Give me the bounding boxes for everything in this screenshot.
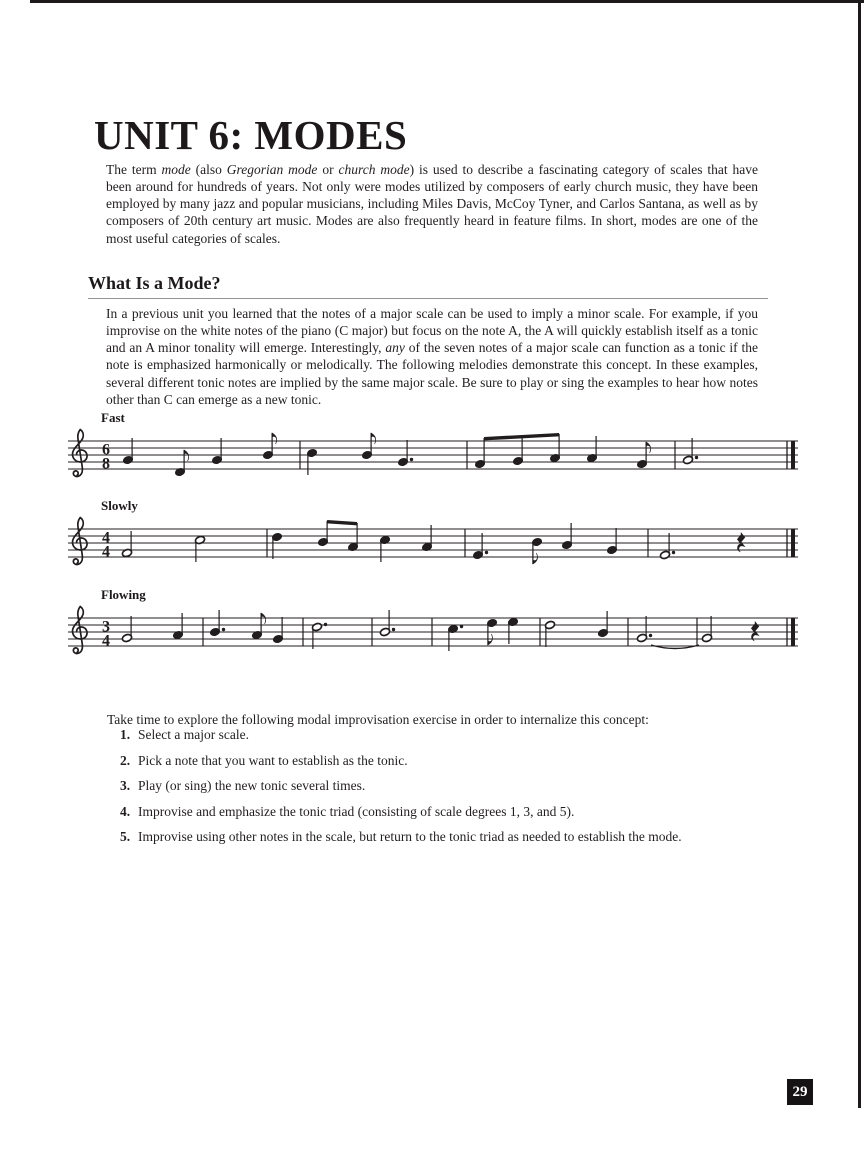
- step-text: Select a major scale.: [138, 727, 249, 742]
- svg-text:4: 4: [102, 543, 110, 561]
- list-item: [120, 727, 780, 743]
- staff-flowing: [68, 600, 798, 670]
- music-example-fast: [68, 410, 798, 493]
- exercise-intro: Take time to explore the following modal improvisation exercise in order to internalize this concept:: [107, 711, 649, 727]
- step-number: 4.: [120, 803, 131, 819]
- step-number: 1.: [120, 727, 131, 742]
- section-body-paragraph: In a previous unit you learned that the notes of a major scale can be used to imply a minor scale. For example, if you improvise on the white notes of the piano (C major) but focus on the note A, the A will quickly establish itself as a tonic and an A minor tonality will emerge. Interestingly, any of the seven notes of a major scale can function as a tonic if the note is emphasized harmonically or melodically. The following melodies demonstrate this concept. In these examples, several different tonic notes are implied by the same major scale. Be sure to play or sing the examples to hear how notes other than C can emerge as a new tonic.: [106, 305, 758, 407]
- tempo-label: Slowly: [101, 498, 138, 513]
- svg-text:4: 4: [102, 529, 110, 547]
- tempo-label: Flowing: [101, 587, 146, 602]
- svg-text:4: 4: [102, 632, 110, 650]
- music-example-flowing: [68, 587, 798, 670]
- exercise-steps-list: [120, 727, 780, 855]
- intro-paragraph: The term mode (also Gregorian mode or church mode) is used to describe a fascinating category of scales that have been around for hundreds of years. Not only were modes utilized by composers of early church music, they have been employed by many jazz and popular musicians, including Miles Davis, McCoy Tyner, and Carlos Santana, as well as by composers of 20th century art music. Modes are also frequently heard in feature films. In short, modes are one of the most useful categories of scales.: [106, 161, 759, 246]
- staff-slowly: [68, 511, 798, 581]
- svg-text:3: 3: [102, 618, 110, 636]
- step-text: Improvise and emphasize the tonic triad (consisting of scale degrees 1, 3, and 5).: [138, 803, 575, 819]
- svg-text:6: 6: [102, 441, 110, 459]
- tempo-label: Fast: [101, 410, 125, 425]
- svg-text:8: 8: [102, 455, 110, 473]
- step-text: Improvise using other notes in the scale, but return to the tonic triad as needed to establish the mode.: [138, 829, 682, 844]
- section-heading: What Is a Mode?: [88, 273, 768, 299]
- step-text: Play (or sing) the new tonic several times.: [138, 778, 366, 793]
- list-item: [120, 829, 780, 845]
- page-number: 29: [792, 1083, 808, 1100]
- step-text: Pick a note that you want to establish as the tonic.: [138, 752, 408, 768]
- list-item: [120, 804, 780, 820]
- list-item: [120, 753, 780, 769]
- unit-title: UNIT 6: MODES: [94, 112, 408, 159]
- page-number-box: [787, 1079, 813, 1105]
- staff-fast: [68, 423, 798, 493]
- step-number: 2.: [120, 752, 131, 768]
- step-number: 3.: [120, 778, 131, 793]
- page-frame-right-rule: [858, 0, 861, 1108]
- step-number: 5.: [120, 829, 131, 844]
- page-frame-top-rule: [30, 0, 864, 3]
- list-item: [120, 778, 780, 794]
- music-example-slowly: [68, 498, 798, 581]
